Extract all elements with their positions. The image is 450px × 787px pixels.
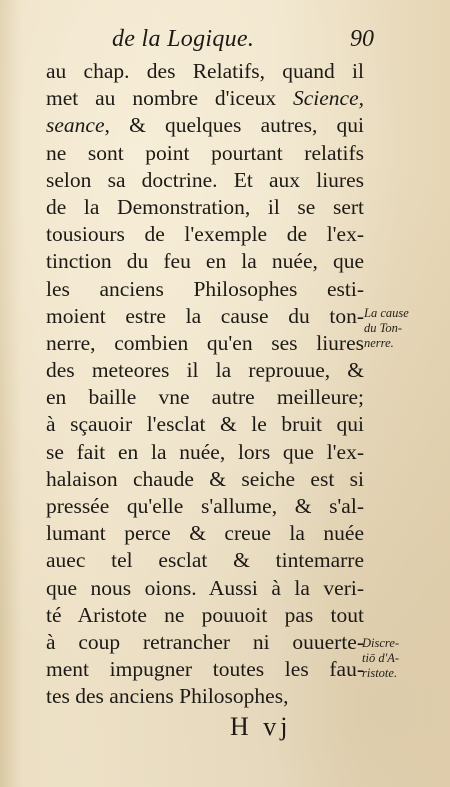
text-line: [46, 466, 364, 493]
text-segment: tinction du feu en la nuée, que: [46, 249, 364, 274]
text-line: [46, 683, 364, 710]
italic-text-segment: seance: [46, 113, 105, 138]
text-line: [46, 330, 364, 357]
margin-note-line: La cause: [364, 306, 409, 320]
text-line: [46, 384, 364, 411]
text-segment: en baille vne autre meilleure;: [46, 385, 364, 410]
running-head: de la Logique.: [112, 26, 255, 52]
margin-note-line: tiō d'A-: [362, 651, 400, 665]
margin-note-discretion-aristote: [362, 636, 434, 681]
text-line: [46, 520, 364, 547]
text-segment: halaison chaude & seiche est si: [46, 466, 364, 491]
text-line: [46, 547, 364, 574]
text-segment: les anciens Philosophes esti-: [46, 276, 364, 301]
text-line: [46, 575, 364, 602]
margin-note-line: ristote.: [362, 666, 398, 680]
text-line: [46, 303, 364, 330]
text-segment: de la Demonstration, il se sert: [46, 194, 364, 219]
text-segment: ne sont point pourtant relatifs: [46, 140, 364, 165]
text-segment: , & quelques autres, qui: [104, 113, 364, 138]
margin-note-line: nerre.: [364, 336, 394, 350]
text-segment: à coup retrancher ni ouuerte-: [46, 629, 364, 654]
signature-mark: H vj: [230, 712, 292, 741]
text-line: [46, 629, 364, 656]
text-line: [46, 221, 364, 248]
text-line: [46, 357, 364, 384]
italic-text-segment: Science,: [292, 86, 364, 111]
text-segment: se fait en la nuée, lors que l'ex-: [46, 439, 364, 464]
margin-note-line: du Ton-: [364, 321, 403, 335]
text-line: [46, 85, 364, 112]
text-line: [46, 248, 364, 275]
text-line: [46, 276, 364, 303]
text-segment: pressée qu'elle s'allume, & s'al-: [46, 494, 364, 518]
margin-note-line: Discre-: [362, 636, 400, 650]
text-segment: que nous oions. Aussi à la veri-: [46, 575, 364, 600]
text-segment: tousiours de l'exemple de l'ex-: [46, 222, 364, 247]
text-line: [46, 411, 364, 438]
text-segment: des meteores il la reprouue, &: [46, 358, 364, 383]
text-line: [46, 439, 364, 466]
text-segment: à sçauoir l'esclat & le bruit qui: [46, 412, 364, 437]
text-segment: au chap. des Relatifs, quand il: [46, 59, 364, 83]
text-segment: tes des anciens Philosophes,: [46, 684, 289, 709]
text-segment: lumant perce & creue la nuée: [46, 521, 364, 546]
text-line: [46, 167, 364, 194]
text-line: [46, 656, 364, 683]
page-number: 90: [350, 26, 374, 52]
body-text: [46, 58, 364, 711]
text-line: [46, 194, 364, 221]
margin-note-cause-du-tonnerre: [364, 306, 434, 351]
text-segment: auec tel esclat & tintemarre: [46, 548, 364, 573]
text-segment: té Aristote ne pouuoit pas tout: [46, 602, 364, 627]
text-line: [46, 58, 364, 85]
page-header: [112, 26, 374, 54]
text-segment: selon sa doctrine. Et aux liures: [46, 167, 364, 192]
text-line: [46, 602, 364, 629]
text-line: [46, 140, 364, 167]
text-segment: ment impugner toutes les fau-: [46, 657, 364, 682]
text-segment: moient estre la cause du ton-: [46, 303, 364, 328]
text-segment: nerre, combien qu'en ses liures: [46, 330, 364, 355]
text-segment: met au nombre d'iceux: [46, 86, 293, 111]
text-line: [46, 493, 364, 520]
text-line: [46, 112, 364, 139]
